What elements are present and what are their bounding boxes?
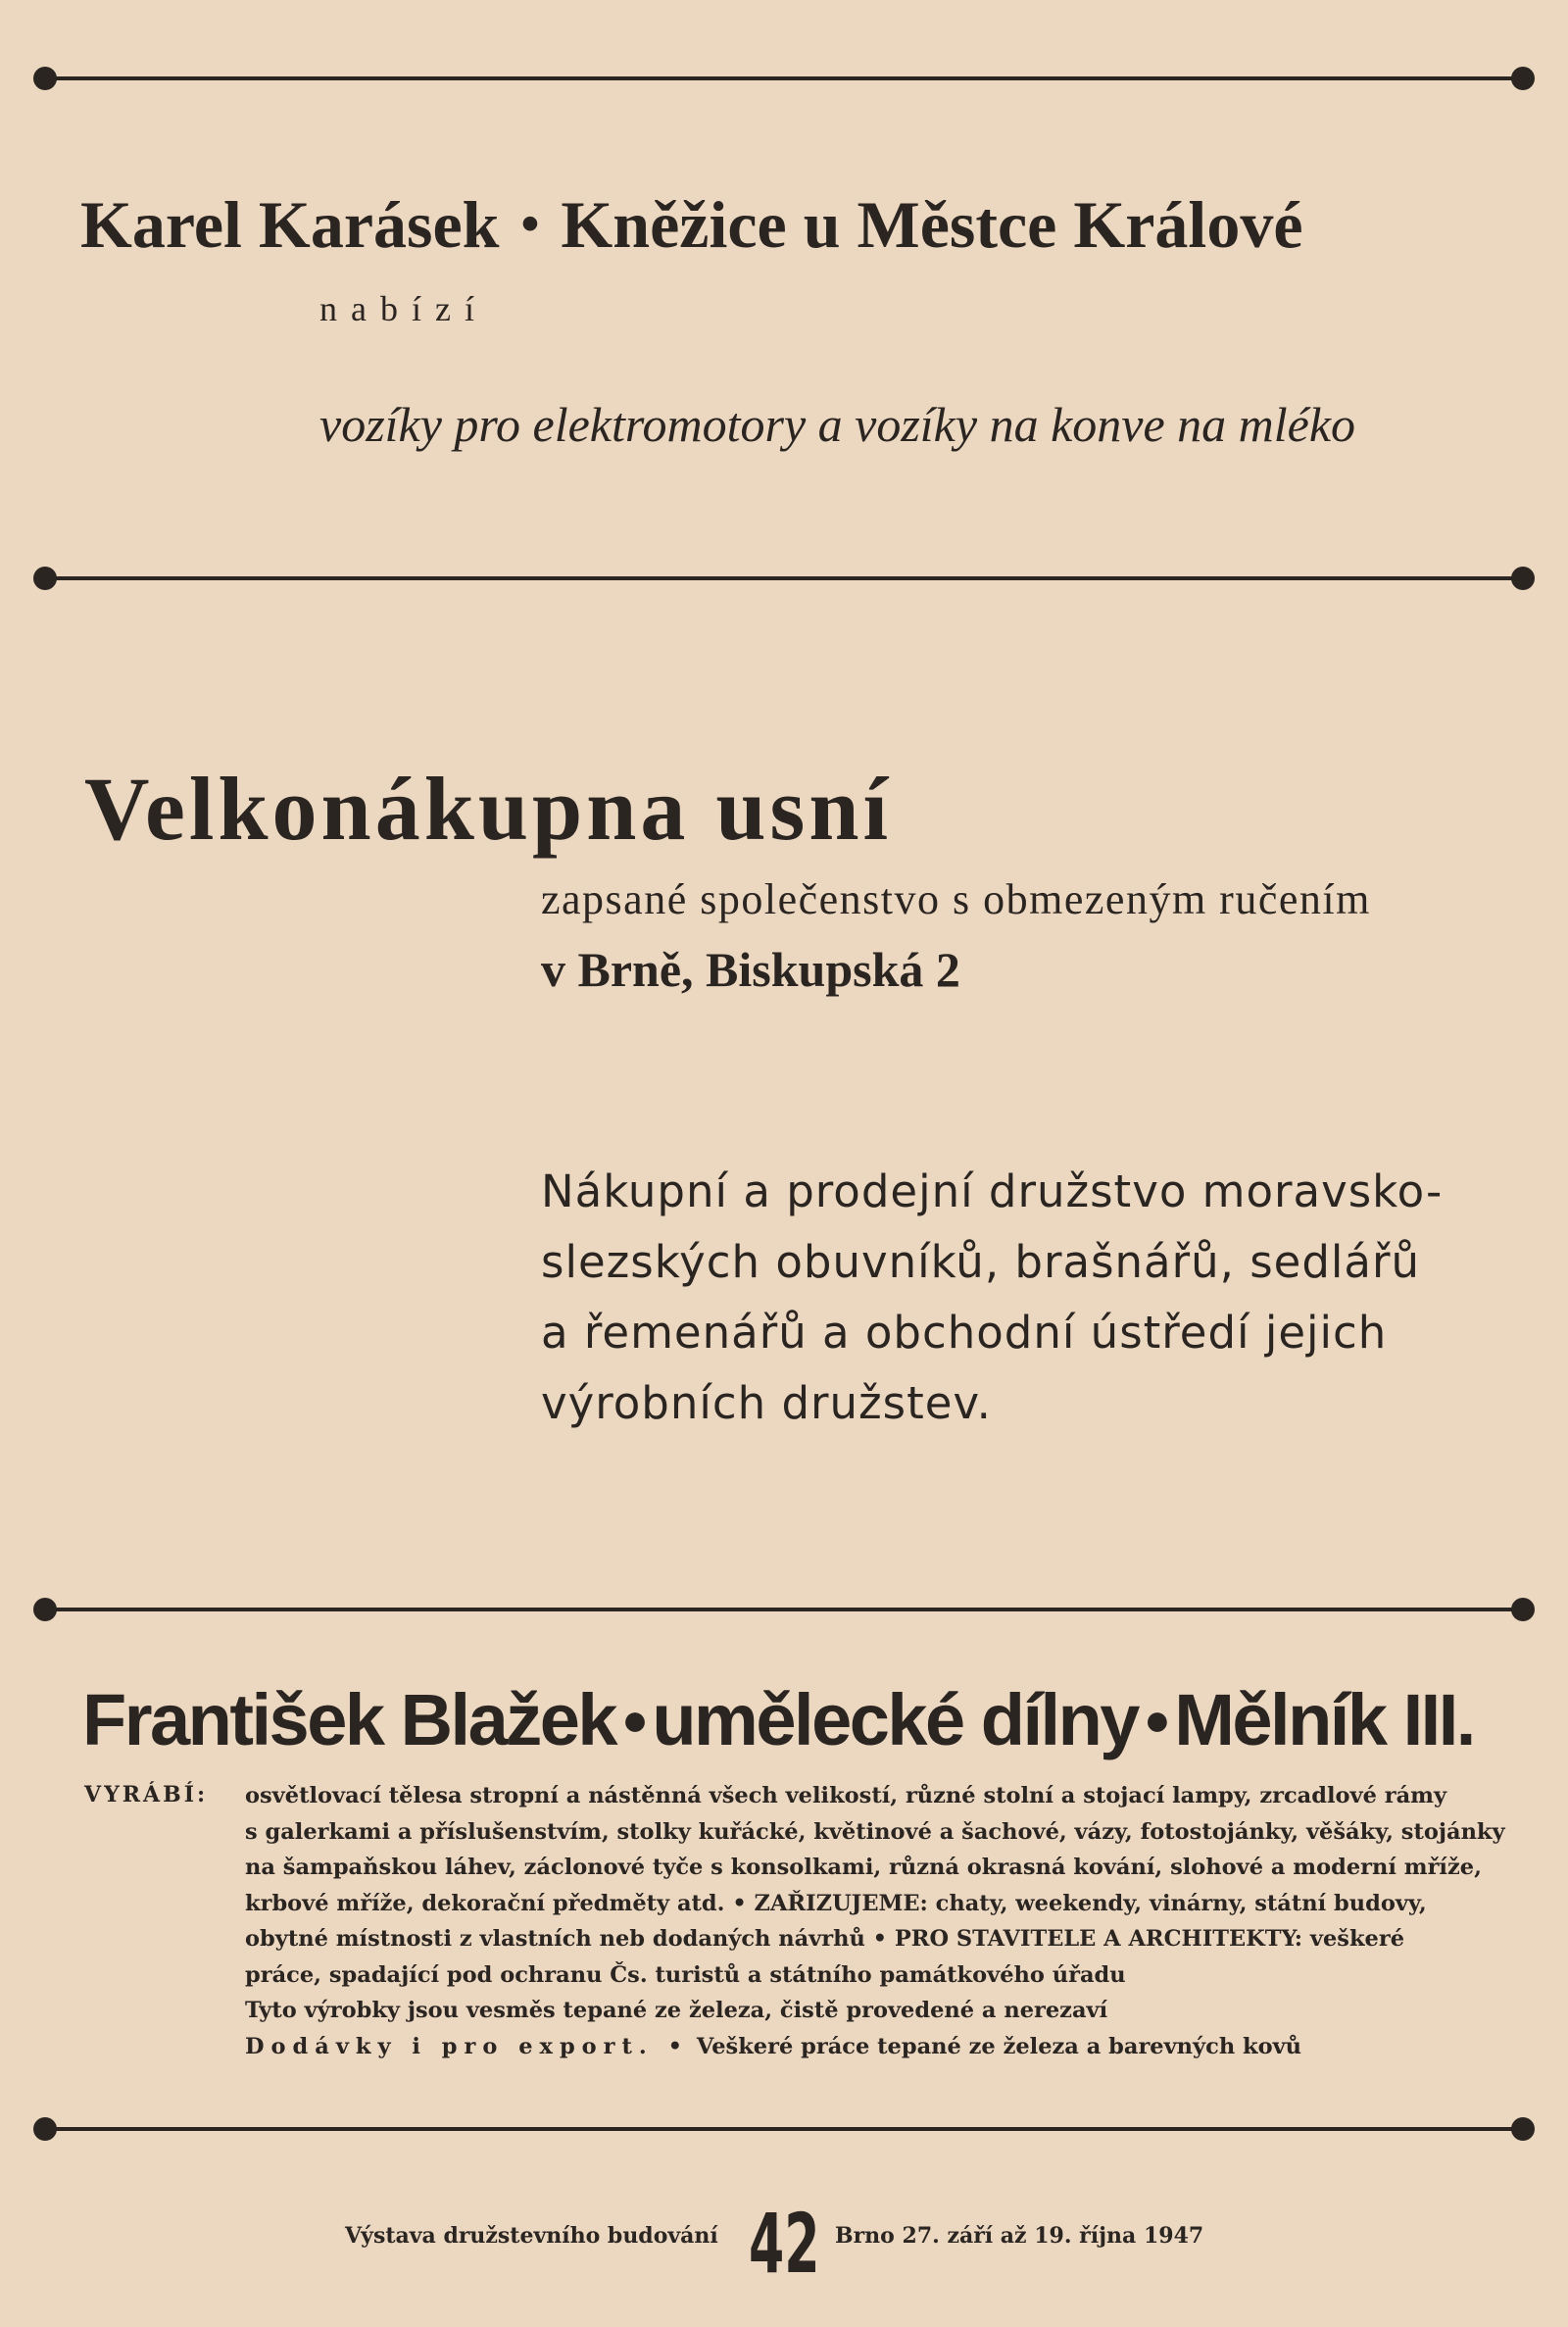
product-line: krbové mříže, dekorační předměty atd. • ZAŘIZUJEME: chaty, weekendy, vinárny, státní budovy, — [245, 1890, 1427, 1916]
divider-rule — [39, 567, 1529, 590]
rule-dot — [1511, 1598, 1535, 1621]
rule-dot — [1511, 567, 1535, 590]
page-number: 42 — [749, 2196, 820, 2292]
blazek-name: František Blažek — [82, 1679, 616, 1760]
karasek-name: Karel Karásek — [80, 187, 500, 262]
blazek-place: Mělník III. — [1174, 1679, 1474, 1760]
export-note: Dodávky i pro export. • — [245, 2033, 689, 2059]
blazek-produces-label: VYRÁBÍ: — [84, 1782, 209, 1807]
velkonakupna-title: Velkonákupna usní — [84, 759, 893, 859]
blazek-heading — [82, 1678, 1494, 1761]
karasek-offers-label: nabízí — [319, 289, 488, 328]
rule-dot — [1511, 67, 1535, 90]
divider-rule — [39, 1598, 1529, 1621]
product-line: práce, spadající pod ochranu Čs. turistů a státního památkového úřadu — [245, 1961, 1126, 1988]
footer-dates: Brno 27. září až 19. října 1947 — [835, 2223, 1204, 2249]
velkonakupna-legal-form: zapsané společenstvo s obmezeným ručením — [541, 875, 1371, 923]
velkonakupna-address: v Brně, Biskupská 2 — [541, 942, 960, 997]
description-line: Nákupní a prodejní družstvo moravsko- — [541, 1165, 1444, 1217]
bullet-separator: • — [520, 194, 540, 253]
karasek-place: Kněžice u Městce Králové — [561, 187, 1303, 262]
divider-rule — [39, 2117, 1529, 2141]
description-line: výrobních družstev. — [541, 1377, 992, 1429]
metalwork-note: Veškeré práce tepané ze železa a barevných kovů — [696, 2033, 1302, 2059]
velkonakupna-description — [541, 1157, 1482, 1439]
rule-dot — [1511, 2117, 1535, 2141]
product-line: na šampaňskou láhev, záclonové tyče s konsolkami, různá okrasná kování, slohové a moderní mříže, — [245, 1855, 1482, 1880]
divider-rule — [39, 67, 1529, 90]
description-line: slezských obuvníků, brašnářů, sedlářů — [541, 1236, 1421, 1288]
footer-exhibition: Výstava družstevního budování — [345, 2223, 718, 2249]
bullet-separator: ● — [1143, 1694, 1169, 1745]
product-line: osvětlovací tělesa stropní a nástěnná všech velikostí, různé stolní a stojací lampy, zrcadlové rámy — [245, 1783, 1447, 1808]
product-line — [245, 2029, 1480, 2065]
description-line: a řemenářů a obchodní ústředí jejich — [541, 1307, 1388, 1359]
blazek-product-list — [245, 1778, 1505, 2064]
product-line: s galerkami a příslušenstvím, stolky kuřácké, květinové a šachové, vázy, fotostojánky, věšáky, stojánky — [245, 1818, 1505, 1845]
product-line: obytné místnosti z vlastních neb dodaných návrhů • PRO STAVITELE A ARCHITEKTY: veškeré — [245, 1926, 1405, 1952]
karasek-heading — [80, 186, 1492, 264]
karasek-products: vozíky pro elektromotory a vozíky na konve na mléko — [319, 397, 1356, 452]
product-line: Tyto výrobky jsou vesměs tepané ze železa, čistě provedené a nerezaví — [245, 1998, 1108, 2023]
blazek-trade: umělecké dílny — [652, 1679, 1138, 1760]
bullet-separator: ● — [621, 1694, 647, 1745]
